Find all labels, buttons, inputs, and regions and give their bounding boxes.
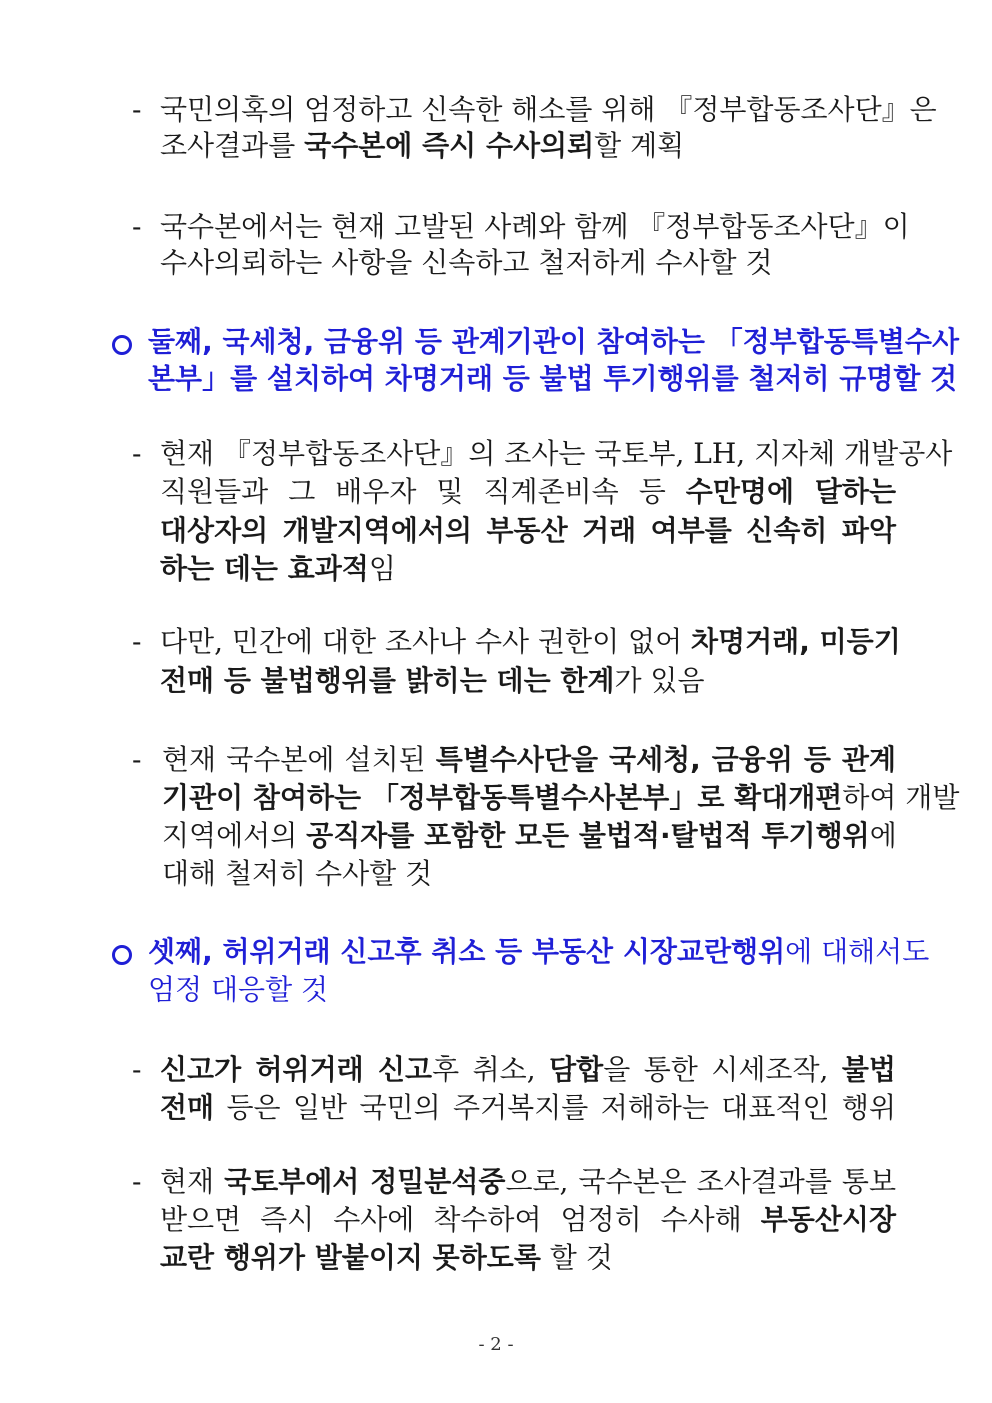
text-run: 현재 국수본에 설치된 [162, 743, 436, 776]
text-run: 가 있음 [614, 664, 705, 697]
text-run: 국수본에서는 현재 고발된 사례와 함께 『정부합동조사단』이 [160, 210, 910, 243]
paragraph-line [160, 622, 901, 662]
text-run: 으로, 국수본은 조사결과를 통보 [505, 1165, 896, 1198]
dash-bullet: - [132, 625, 142, 658]
bold-text-run: 교란 행위가 발붙이지 못하도록 [160, 1241, 541, 1274]
heading-text: 엄정 대응할 것 [148, 973, 329, 1006]
dash-bullet: - [132, 437, 142, 470]
heading-text: 셋째, 허위거래 신고후 취소 등 부동산 시장교란행위 [148, 935, 786, 968]
heading-line [148, 970, 328, 1010]
bold-text-run: 하는 데는 효과적 [160, 552, 369, 585]
paragraph-line [160, 434, 953, 474]
bold-text-run: 수만명에 달하는 [685, 475, 896, 508]
dash-bullet: - [132, 210, 142, 243]
text-run: 할 것 [540, 1241, 613, 1274]
text-run: 임 [368, 552, 396, 585]
paragraph-line [160, 1200, 896, 1240]
paragraph-line [160, 90, 937, 130]
text-run: 을 통한 시세조작, [603, 1053, 842, 1086]
bold-text-run: 국수본에 즉시 수사의뢰 [304, 129, 595, 162]
text-run: 등은 일반 국민의 주거복지를 저해하는 대표적인 행위 [214, 1091, 896, 1124]
paragraph-line [160, 126, 684, 166]
paragraph-line [160, 1238, 613, 1278]
text-run: 후 취소, [432, 1053, 550, 1086]
paragraph-line [160, 207, 910, 247]
text-run: 다만, 민간에 대한 조사나 수사 권한이 없어 [160, 625, 692, 658]
bold-text-run: 담합 [549, 1053, 604, 1086]
bold-text-run: 특별수사단을 국세청, 금융위 등 관계 [435, 743, 896, 776]
text-run: 에 [869, 819, 897, 852]
dash-bullet: - [132, 743, 142, 776]
heading-line [148, 322, 960, 362]
bold-text-run: 국토부에서 정밀분석중 [224, 1165, 506, 1198]
circle-bullet-icon [112, 335, 132, 355]
text-run: 국민의혹의 엄정하고 신속한 해소를 위해 『정부합동조사단』은 [160, 93, 937, 126]
page-number: - 2 - [478, 1334, 514, 1355]
bold-text-run: 전매 등 불법행위를 밝히는 데는 한계 [160, 664, 615, 697]
heading-line [148, 932, 930, 972]
paragraph-line [160, 1088, 896, 1128]
paragraph-line [162, 740, 896, 780]
text-run: 현재 『정부합동조사단』의 조사는 국토부, LH, 지자체 개발공사 [160, 437, 953, 470]
circle-bullet-icon [112, 945, 132, 965]
paragraph-line [160, 1050, 896, 1090]
heading-text: 에 대해서도 [785, 935, 930, 968]
bold-text-run: 공직자를 포함한 모든 불법적·탈법적 투기행위 [306, 819, 870, 852]
text-run: 현재 [160, 1165, 225, 1198]
bold-text-run: 대상자의 개발지역에서의 부동산 거래 여부를 신속히 파악 [160, 514, 896, 547]
heading-text: 본부」를 설치하여 차명거래 등 불법 투기행위를 철저히 규명할 것 [148, 362, 958, 395]
paragraph-line [160, 549, 396, 589]
bold-text-run: 신고가 허위거래 신고 [160, 1053, 433, 1086]
heading-line [148, 359, 958, 399]
heading-text: 둘째, 국세청, 금융위 등 관계기관이 참여하는 「정부합동특별수사 [148, 325, 960, 358]
bold-text-run: 차명거래, 미등기 [691, 625, 901, 658]
dash-bullet: - [132, 1165, 142, 1198]
dash-bullet: - [132, 1053, 142, 1086]
bold-text-run: 불법 [841, 1053, 896, 1086]
paragraph-line [160, 472, 896, 512]
paragraph-line [160, 661, 705, 701]
bold-text-run: 기관이 참여하는 「정부합동특별수사본부」로 확대개편 [162, 781, 843, 814]
text-run: 조사결과를 [160, 129, 305, 162]
paragraph-line [162, 854, 432, 894]
text-run: 대해 철저히 수사할 것 [162, 857, 433, 890]
bold-text-run: 부동산시장 [760, 1203, 896, 1236]
text-run: 수사의뢰하는 사항을 신속하고 철저하게 수사할 것 [160, 246, 773, 279]
paragraph-line [162, 778, 960, 818]
bold-text-run: 전매 [160, 1091, 215, 1124]
dash-bullet: - [132, 93, 142, 126]
text-run: 할 계획 [594, 129, 685, 162]
paragraph-line [160, 511, 896, 551]
text-run: 하여 개발 [842, 781, 960, 814]
text-run: 받으면 즉시 수사에 착수하여 엄정히 수사해 [160, 1203, 761, 1236]
text-run: 직원들과 그 배우자 및 직계존비속 등 [160, 475, 686, 508]
paragraph-line [162, 816, 896, 856]
paragraph-line [160, 1162, 896, 1202]
text-run: 지역에서의 [162, 819, 307, 852]
paragraph-line [160, 243, 773, 283]
